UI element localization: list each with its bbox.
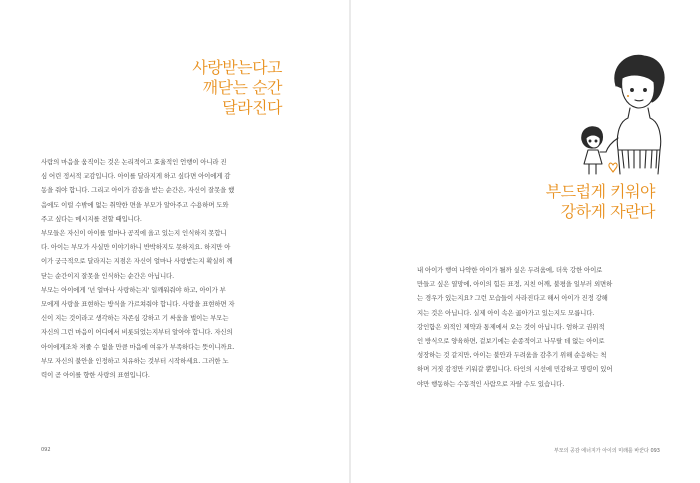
text-line: 부모는 아이에게 '넌 얼마나 사랑하는지' 일깨워줘야 하고, 아이가 부 — [41, 285, 226, 294]
heading-line: 부드럽게 키워야 — [545, 182, 655, 201]
text-line: 신이 지는 것이라고 생각하는 자존심 강하고 기 싸움을 벌이는 부모는 — [41, 314, 229, 323]
heading-line: 달라진다 — [222, 98, 282, 117]
text-line: 인 방식으로 양육하면, 겉보기에는 순종적이고 나무랄 데 없는 아이로 — [417, 337, 605, 346]
text-line: 음에도 이럴 수밖에 없는 취약한 면을 부모가 알아주고 수용하며 도와 — [41, 200, 229, 209]
page-number-left: 092 — [41, 447, 51, 453]
text-line: 부모 자신의 불안을 인정하고 치유하는 것부터 시작하세요. 그러한 노 — [41, 356, 229, 365]
heading-line: 깨닫는 순간 — [202, 78, 282, 97]
right-page — [350, 0, 700, 483]
text-line: 사람의 마음을 움직이는 것은 논리적이고 효율적인 언행이 아니라 진 — [41, 158, 227, 166]
text-line: 심 어린 정서적 교감입니다. 아이를 달라지게 하고 싶다면 아이에게 감 — [41, 172, 231, 181]
text-line: 모에게 사랑을 표현하는 방식을 가르쳐줘야 합니다. 사랑을 표현하면 자 — [41, 300, 235, 309]
text-line: 성장하는 것 같지만, 아이는 불안과 두려움을 감추기 위해 순응하는 척 — [417, 351, 607, 360]
text-line: 만들고 싶은 열망에, 아이의 힘든 표정, 지친 어깨, 불평을 일부러 외면하 — [417, 280, 613, 289]
text-line: 내 아이가 행여 나약한 아이가 될까 싶은 두려움에, 더욱 강한 아이로 — [417, 266, 603, 274]
text-line: 닫는 순간이지 잘못을 인식하는 순간은 아닙니다. — [41, 271, 175, 280]
right-page-body — [417, 263, 612, 391]
heading-line: 강하게 자란다 — [560, 202, 655, 221]
text-line: 부모들은 자신이 아이를 얼마나 공직에 올고 있는지 인식하지 못합니 — [41, 229, 227, 238]
text-line: 하며 거짓 감정만 키워갈 뿐입니다. 타인의 시선에 민감하고 명령이 있어 — [417, 365, 613, 374]
right-page-heading — [546, 182, 655, 222]
text-line: 력이 곧 아이를 향한 사랑의 표현입니다. — [41, 371, 150, 380]
heading-line: 사랑받는다고 — [192, 58, 282, 77]
left-page-heading — [192, 58, 282, 118]
mother-and-child-drawing-icon — [572, 46, 682, 178]
text-line: 동을 줘야 합니다. 그리고 아이가 감동을 받는 순간은, 자신이 잘못을 했 — [41, 186, 235, 195]
text-line: 지는 것은 아닙니다. 실제 아이 속은 곪아가고 있는지도 모릅니다. — [417, 308, 595, 317]
text-line: 야만 행동하는 수동적인 사람으로 자랄 수도 있습니다. — [417, 379, 565, 388]
text-line: 자신의 그런 마음이 어디에서 비롯되었는지부터 알아야 합니다. 자신의 — [41, 328, 233, 337]
left-page-body — [41, 155, 235, 382]
text-line: 주고 싶다는 메시지를 전할 때입니다. — [41, 214, 142, 223]
page-number-right: 부모의 공감 에너지가 아이의 미래를 바꾼다 093 — [553, 448, 660, 454]
text-line: 강인함은 외적인 제약과 통제에서 오는 것이 아닙니다. 엄하고 권위적 — [417, 322, 605, 331]
text-line: 아이에게조차 져줄 수 없을 만큼 마음에 여유가 부족하다는 뜻이니까요. — [41, 342, 235, 351]
text-line: 이가 궁극적으로 달라지는 지점은 자신이 얼마나 사랑받는지 확실히 깨 — [41, 257, 233, 266]
text-line: 다. 아이는 부모가 사실만 이야기하니 반박하지도 못하지요. 하지만 아 — [41, 243, 231, 252]
text-line: 는 경우가 있는지요? 그런 모습들이 사라진다고 해서 아이가 진정 강해 — [417, 294, 608, 303]
